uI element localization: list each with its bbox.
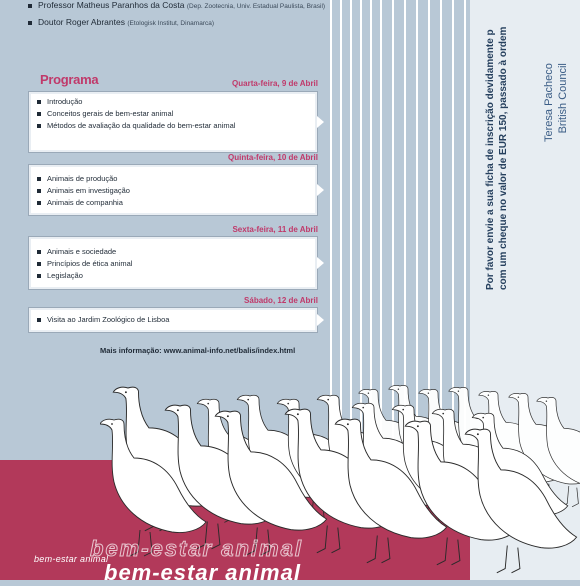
day-block-2 — [28, 152, 318, 222]
more-info — [100, 346, 295, 355]
contact-name: Teresa Pacheco — [543, 63, 555, 142]
footer-small-text: bem-estar animal — [34, 554, 109, 564]
speaker-affiliation: (Etologisk Institut, Dinamarca) — [127, 20, 215, 27]
speaker-name: Doutor Roger Abrantes — [38, 17, 125, 27]
day-item: Visita ao Jardim Zoológico de Lisboa — [37, 314, 317, 326]
day-block-4 — [28, 296, 318, 341]
day-date: Quinta-feira, 10 de Abril — [228, 153, 318, 162]
day-item: Animais de companhia — [37, 197, 317, 209]
contact-org: British Council — [557, 63, 569, 134]
day-item: Animais e sociedade — [37, 246, 317, 258]
day-item: Conceitos gerais de bem-estar animal — [37, 108, 317, 120]
day-date: Sexta-feira, 11 de Abril — [232, 225, 318, 234]
day-item-list — [29, 237, 317, 282]
day-item-list — [29, 308, 317, 326]
day-item: Princípios de ética animal — [37, 258, 317, 270]
day-item: Animais em investigação — [37, 185, 317, 197]
footer-big-text: bem-estar animal — [104, 560, 301, 585]
more-info-link[interactable]: www.animal-info.net/balis/index.html — [163, 346, 296, 355]
speaker-item — [28, 0, 328, 12]
contact-block — [542, 63, 570, 142]
day-block-3 — [28, 225, 318, 295]
day-item: Métodos de avaliação da qualidade do bem-estar animal — [37, 120, 317, 132]
day-item: Legislação — [37, 270, 317, 282]
speaker-list — [28, 0, 328, 34]
day-box — [28, 164, 318, 216]
day-box — [28, 91, 318, 153]
day-block-1 — [28, 78, 318, 158]
speaker-name: Professor Matheus Paranhos da Costa — [38, 0, 185, 10]
day-item-list — [29, 92, 317, 132]
day-box — [28, 236, 318, 290]
registration-line-2: com um cheque no valor de EUR 150, passado à ordem — [498, 26, 509, 290]
registration-line-1: Por favor envie a sua ficha de inscrição devidamente p — [485, 29, 496, 290]
day-item: Animais de produção — [37, 173, 317, 185]
registration-text — [484, 27, 510, 290]
more-info-label: Mais informação: — [100, 346, 162, 355]
day-box — [28, 307, 318, 333]
day-date: Sábado, 12 de Abril — [244, 296, 318, 305]
speaker-item — [28, 17, 328, 29]
programa-title: Programa — [40, 72, 99, 87]
day-item: Introdução — [37, 96, 317, 108]
day-item-list — [29, 165, 317, 209]
day-date: Quarta-feira, 9 de Abril — [232, 79, 318, 88]
speaker-affiliation: (Dep. Zootecnia, Univ. Estadual Paulista, Brasil) — [186, 3, 326, 10]
footer-ghost-text: bem-estar animal — [90, 536, 303, 561]
